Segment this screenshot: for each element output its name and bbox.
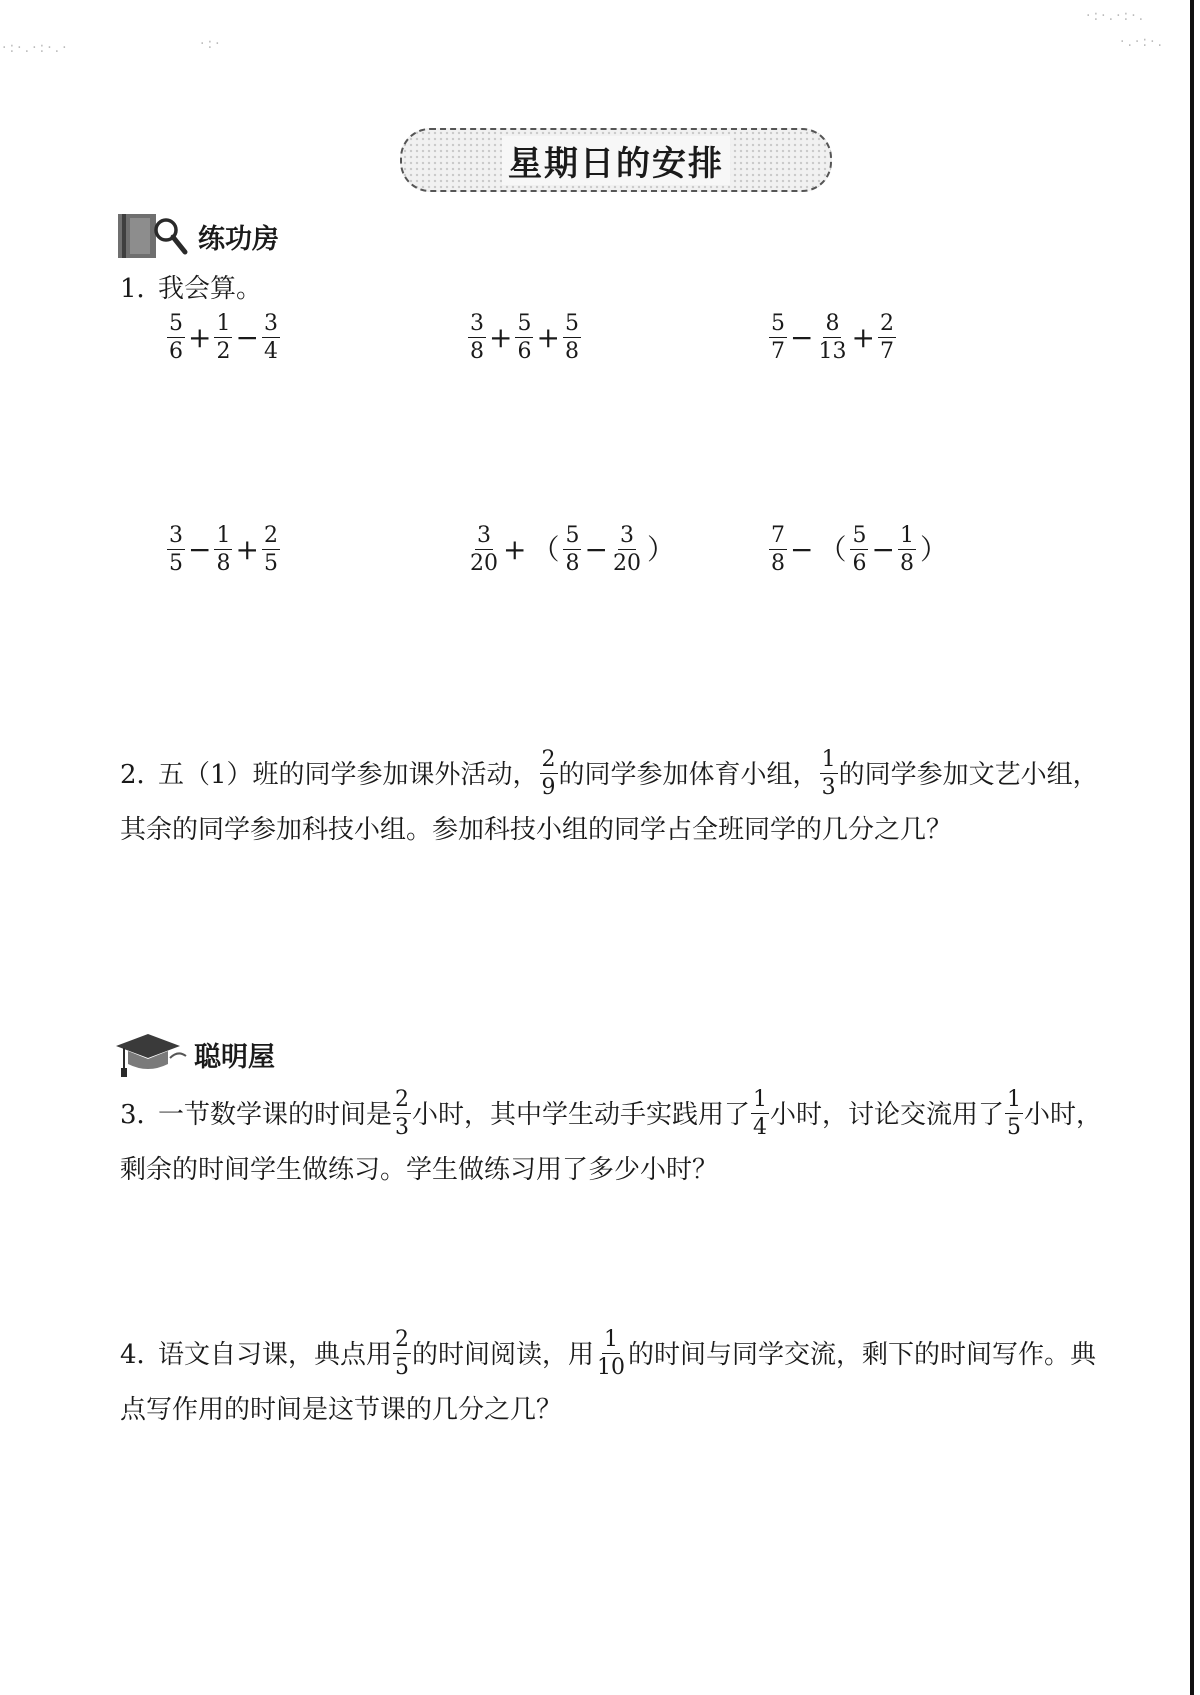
question-text: 语文自习课，典点用	[158, 1340, 393, 1370]
question-text: 的同学参加文艺小组，其余的同学参加科技小组。参加科技小组的同学占全班同学的几分之几？	[120, 760, 1099, 845]
fraction: $\frac{2}{5}$	[263, 523, 278, 576]
fraction: $\frac{2}{9}$	[541, 747, 556, 800]
expression-4	[166, 525, 281, 575]
operator: −	[790, 533, 814, 566]
expression-5	[467, 525, 678, 575]
question-text: 一节数学课的时间是	[158, 1100, 393, 1130]
question-text: 小时，其中学生动手实践用了	[412, 1100, 751, 1130]
paren-right: ）	[919, 533, 948, 566]
fraction: $\frac{5}{8}$	[565, 523, 580, 576]
page-title: 星期日的安排	[502, 136, 730, 185]
question-text: 我会算。	[158, 274, 263, 304]
operator: −	[235, 321, 259, 354]
question-3	[120, 1088, 1110, 1198]
paren-right: ）	[646, 533, 675, 566]
question-text: 五（1）班的同学参加课外活动，	[158, 760, 539, 790]
fraction: $\frac{2}{3}$	[395, 1087, 410, 1140]
fraction: $\frac{1}{4}$	[753, 1087, 768, 1140]
fraction: $\frac{5}{7}$	[771, 311, 785, 364]
scan-speckle: ·.·:·.	[1120, 34, 1165, 50]
operator: +	[536, 321, 560, 354]
scan-speckle: ·:·	[200, 36, 223, 52]
expression-6	[768, 525, 951, 575]
fraction: $\frac{3}{20}$	[470, 523, 498, 576]
fraction: $\frac{5}{6}$	[852, 523, 867, 576]
graduation-cap-icon	[112, 1028, 188, 1080]
fraction: $\frac{2}{7}$	[879, 311, 894, 364]
fraction: $\frac{8}{13}$	[818, 311, 847, 364]
fraction: $\frac{1}{10}$	[597, 1327, 626, 1380]
question-text: 的时间与同学交流，剩下的时间写作。典点写作用的时间是这节课的几分之几？	[120, 1340, 1097, 1425]
question-text: 的时间阅读，用	[412, 1340, 595, 1370]
question-number: 1．	[120, 274, 163, 304]
question-text: 小时，讨论交流用了	[770, 1100, 1005, 1130]
question-number: 4．	[120, 1340, 163, 1370]
scan-speckle: ·:·.·:·.	[1086, 8, 1147, 24]
section-label: 练功房	[198, 223, 279, 255]
scan-speckle: ·:·.·:·.·	[2, 40, 70, 56]
question-number: 2．	[120, 760, 163, 790]
fraction: $\frac{3}{8}$	[470, 311, 484, 364]
fraction: $\frac{5}{6}$	[169, 311, 183, 364]
question-1	[120, 272, 262, 306]
fraction: $\frac{1}{8}$	[216, 523, 231, 576]
fraction: $\frac{5}{6}$	[517, 311, 532, 364]
question-text: 小时，剩余的时间学生做练习。学生做练习用了多少小时？	[120, 1100, 1103, 1185]
expression-2	[467, 313, 582, 363]
fraction: $\frac{2}{5}$	[395, 1327, 410, 1380]
fraction: $\frac{7}{8}$	[771, 523, 785, 576]
operator: +	[235, 533, 259, 566]
operator: −	[871, 533, 895, 566]
fraction: $\frac{5}{8}$	[564, 311, 579, 364]
question-4	[120, 1328, 1110, 1438]
operator: +	[851, 321, 875, 354]
book-magnifier-icon	[116, 210, 192, 262]
question-number: 3．	[120, 1100, 163, 1130]
paren-left: （	[531, 533, 560, 566]
section-label: 聪明屋	[194, 1041, 275, 1073]
fraction: $\frac{1}{5}$	[1007, 1087, 1022, 1140]
fraction: $\frac{1}{3}$	[821, 747, 836, 800]
section-practice-header	[116, 210, 279, 262]
expression-1	[166, 313, 281, 363]
fraction: $\frac{1}{2}$	[216, 311, 231, 364]
question-2	[120, 748, 1110, 858]
operator: +	[188, 321, 212, 354]
operator: +	[503, 533, 527, 566]
fraction: $\frac{3}{4}$	[263, 311, 278, 364]
operator: +	[489, 321, 513, 354]
expression-3	[768, 313, 897, 363]
scan-edge-line	[1190, 0, 1194, 1695]
title-banner	[400, 128, 832, 192]
fraction: $\frac{3}{5}$	[169, 523, 183, 576]
fraction: $\frac{1}{8}$	[899, 523, 914, 576]
operator: −	[584, 533, 608, 566]
paren-left: （	[818, 533, 847, 566]
question-text: 的同学参加体育小组，	[558, 760, 819, 790]
operator: −	[188, 533, 212, 566]
operator: −	[790, 321, 814, 354]
fraction: $\frac{3}{20}$	[612, 523, 641, 576]
section-smart-header	[112, 1028, 275, 1080]
